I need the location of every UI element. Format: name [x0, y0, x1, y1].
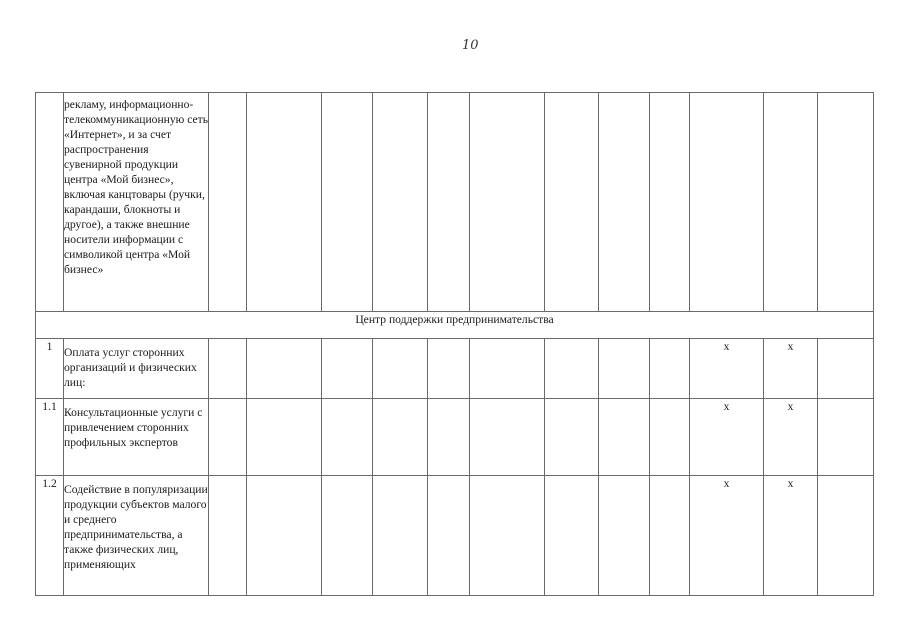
table-cell: [428, 399, 470, 476]
section-row: [36, 312, 874, 339]
row-number: [36, 93, 64, 312]
section-title: Центр поддержки предпринимательства: [355, 313, 554, 326]
section-header-cell: [36, 312, 874, 339]
row-mark-cell: [764, 93, 818, 312]
table-cell: [209, 93, 247, 312]
table-cell: [599, 93, 650, 312]
row-mark-cell: x: [764, 476, 818, 596]
table-cell: [470, 476, 545, 596]
table-cell: [247, 93, 322, 312]
table-cell: [650, 476, 690, 596]
row-mark-cell: [690, 93, 764, 312]
table-row: [36, 476, 874, 596]
table-cell: [428, 339, 470, 399]
table-cell: [209, 476, 247, 596]
row-mark-cell: x: [764, 339, 818, 399]
budget-table: [35, 92, 874, 596]
table-cell: [818, 339, 874, 399]
table-cell: [373, 93, 428, 312]
row-mark-cell: x: [690, 339, 764, 399]
table-cell: [247, 476, 322, 596]
table-cell: [599, 399, 650, 476]
table-cell: [373, 399, 428, 476]
table-cell: [322, 399, 373, 476]
table-cell: [322, 93, 373, 312]
table-cell: [545, 339, 599, 399]
table-cell: [428, 93, 470, 312]
table-cell: [322, 476, 373, 596]
row-number: 1: [36, 339, 64, 399]
table-cell: [545, 476, 599, 596]
row-mark-cell: x: [690, 399, 764, 476]
table-cell: [470, 339, 545, 399]
table-cell: [545, 399, 599, 476]
row-mark-cell: x: [764, 399, 818, 476]
table-cell: [428, 476, 470, 596]
row-mark-cell: x: [690, 476, 764, 596]
row-description: Содействие в популяризации продукции субъектов малого и среднего предпринимательства, а также физических лиц, применяющих: [64, 476, 209, 596]
table-cell: [818, 93, 874, 312]
table-row: [36, 339, 874, 399]
row-number: 1.1: [36, 399, 64, 476]
row-description: Консультационные услуги с привлечением сторонних профильных экспертов: [64, 399, 209, 476]
table-row: [36, 93, 874, 312]
table-cell: [209, 399, 247, 476]
table-cell: [247, 399, 322, 476]
table-cell: [322, 339, 373, 399]
table-cell: [545, 93, 599, 312]
table-cell: [470, 93, 545, 312]
table-row: [36, 399, 874, 476]
table-cell: [650, 339, 690, 399]
page-number: 10: [462, 38, 479, 53]
table-cell: [650, 399, 690, 476]
table-cell: [818, 399, 874, 476]
table-cell: [818, 476, 874, 596]
table-cell: [247, 339, 322, 399]
table-cell: [470, 399, 545, 476]
table-cell: [209, 339, 247, 399]
table-cell: [599, 339, 650, 399]
row-description: рекламу, информационно-телекоммуникационную сеть «Интернет», и за счет распространения сувенирной продукции центра «Мой бизнес», включая канцтовары (ручки, карандаши, блокноты и другое), а также внешние носители информации с символикой центра «Мой бизнес»: [64, 93, 209, 312]
table-cell: [650, 93, 690, 312]
row-number: 1.2: [36, 476, 64, 596]
table-cell: [373, 476, 428, 596]
table-cell: [373, 339, 428, 399]
row-description: Оплата услуг сторонних организаций и физических лиц:: [64, 339, 209, 399]
table-cell: [599, 476, 650, 596]
